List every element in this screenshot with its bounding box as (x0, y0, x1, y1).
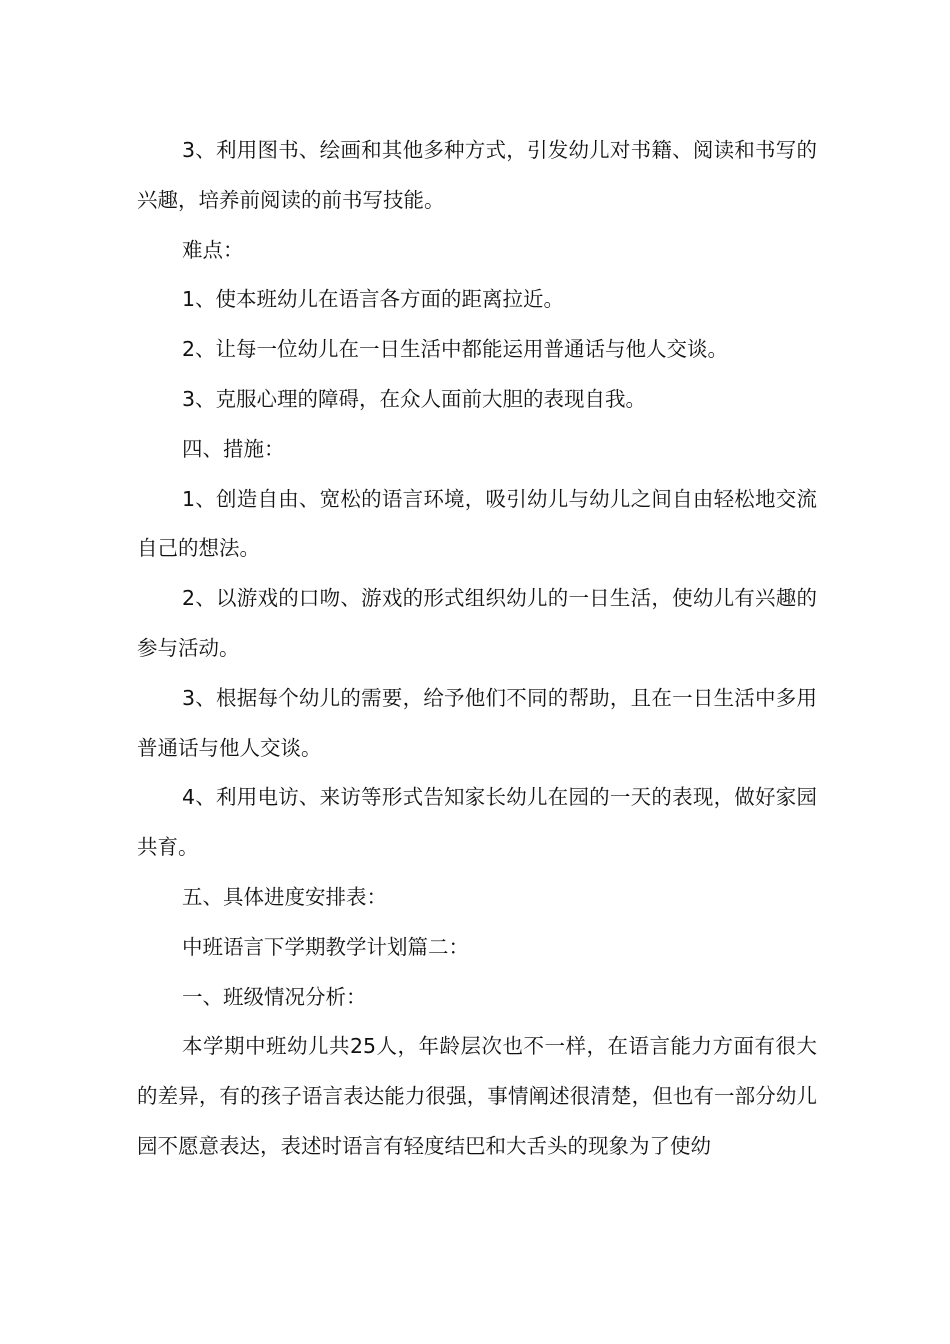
paragraph-measure-1: 1、创造自由、宽松的语言环境，吸引幼儿与幼儿之间自由轻松地交流自己的想法。 (137, 486, 817, 561)
paragraph-measure-2: 2、以游戏的口吻、游戏的形式组织幼儿的一日生活，使幼儿有兴趣的参与活动。 (137, 586, 817, 660)
paragraph-measure-4: 4、利用电访、来访等形式告知家长幼儿在园的一天的表现，做好家园共育。 (137, 785, 817, 860)
heading-plan-part-two: 中班语言下学期教学计划篇二： (182, 934, 469, 959)
heading-class-analysis: 一、班级情况分析： (182, 984, 367, 1009)
paragraph-difficulty-2: 2、让每一位幼儿在一日生活中都能运用普通话与他人交谈。 (182, 337, 729, 362)
paragraph-measure-3: 3、根据每个幼儿的需要，给予他们不同的帮助，且在一日生活中多用普通话与他人交谈。 (137, 685, 817, 760)
heading-measures: 四、措施： (182, 436, 285, 461)
document-body (137, 126, 817, 1172)
paragraph-goal-3: 3、利用图书、绘画和其他多种方式，引发幼儿对书籍、阅读和书写的兴趣，培养前阅读的前书写技能。 (137, 138, 817, 212)
paragraph-difficulty-1: 1、使本班幼儿在语言各方面的距离拉近。 (182, 287, 565, 312)
heading-difficulties: 难点： (182, 237, 244, 262)
paragraph-difficulty-3: 3、克服心理的障碍，在众人面前大胆的表现自我。 (182, 386, 647, 411)
heading-schedule: 五、具体进度安排表： (182, 884, 387, 909)
paragraph-class-analysis: 本学期中班幼儿共25人，年龄层次也不一样，在语言能力方面有很大的差异，有的孩子语言表达能力很强，事情阐述很清楚，但也有一部分幼儿园不愿意表达，表述时语言有轻度结巴和大舌头的现象为了使幼 (137, 1034, 817, 1158)
